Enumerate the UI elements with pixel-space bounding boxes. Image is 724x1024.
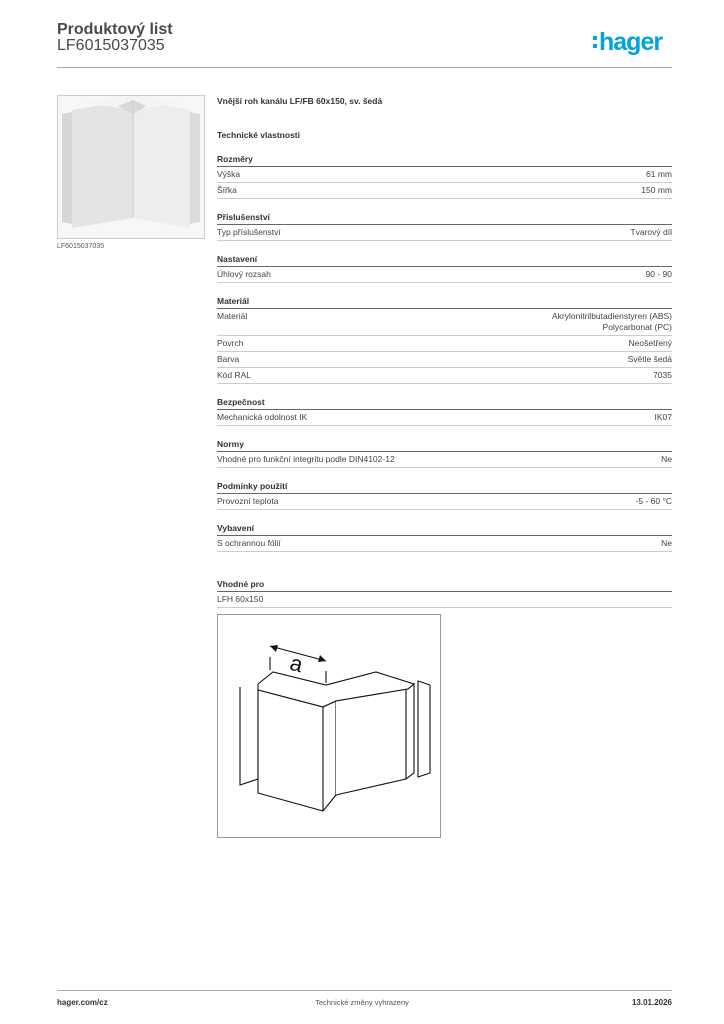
spec-value-line: Ne — [661, 454, 672, 464]
spec-value — [646, 169, 672, 180]
section-title: Vybavení — [217, 523, 672, 536]
product-thumbnail — [57, 95, 205, 239]
dimension-label: a — [287, 649, 306, 678]
spec-row — [217, 368, 672, 384]
spec-value — [630, 227, 672, 238]
hager-logo — [593, 29, 662, 55]
spec-section — [217, 481, 672, 510]
spec-row — [217, 309, 672, 336]
section-title: Materiál — [217, 296, 672, 309]
spec-value-line: Tvarový díl — [630, 227, 672, 237]
spec-value — [629, 338, 672, 349]
spec-value-line: Akrylonitrilbutadienstyren (ABS) — [552, 311, 672, 321]
spec-label: Mechanická odolnost IK — [217, 412, 308, 422]
section-title: Příslušenství — [217, 212, 672, 225]
spec-value-line: 90 - 90 — [645, 269, 672, 279]
spec-value — [655, 412, 673, 423]
product-name: Vnější roh kanálu LF/FB 60x150, sv. šedá — [217, 96, 383, 106]
logo-wordmark: hager — [599, 28, 663, 56]
suitable-section — [217, 579, 672, 608]
section-title: Podmínky použití — [217, 481, 672, 494]
spec-row — [217, 410, 672, 426]
spec-label: Materiál — [217, 311, 248, 321]
footer-website: hager.com/cz — [57, 998, 108, 1007]
spec-row — [217, 536, 672, 552]
product-code: LF6015037035 — [57, 37, 165, 54]
spec-row — [217, 336, 672, 352]
spec-section — [217, 397, 672, 426]
spec-section — [217, 523, 672, 552]
spec-value-line: Ne — [661, 538, 672, 548]
spec-row — [217, 183, 672, 199]
technical-drawing — [217, 614, 441, 838]
spec-section — [217, 296, 672, 384]
spec-section — [217, 579, 672, 608]
spec-value-line: -5 - 60 °C — [635, 496, 672, 506]
spec-value — [661, 454, 672, 465]
thumbnail-caption: LF6015037035 — [57, 243, 105, 250]
spec-sections — [217, 154, 672, 552]
spec-label: Kód RAL — [217, 370, 252, 380]
spec-label: Provozní teplota — [217, 496, 279, 506]
spec-section — [217, 439, 672, 468]
spec-row — [217, 352, 672, 368]
section-title: Vhodné pro — [217, 579, 672, 592]
spec-value-line: IK07 — [654, 412, 672, 422]
spec-label: Barva — [217, 354, 240, 364]
tech-heading: Technické vlastnosti — [217, 130, 300, 140]
spec-value — [661, 538, 672, 549]
spec-row — [217, 452, 672, 468]
section-title: Rozměry — [217, 154, 672, 167]
spec-value — [552, 311, 672, 333]
spec-row — [217, 225, 672, 241]
section-title: Nastavení — [217, 254, 672, 267]
footer-date: 13.01.2026 — [631, 998, 672, 1007]
spec-row — [217, 592, 672, 608]
spec-value-line: 61 mm — [646, 169, 672, 179]
spec-row — [217, 494, 672, 510]
spec-label: Vhodné pro funkční integritu podle DIN4102-12 — [217, 454, 395, 464]
logo-colon-icon — [593, 36, 597, 48]
spec-section — [217, 154, 672, 199]
section-title: Normy — [217, 439, 672, 452]
spec-label: LFH 60x150 — [217, 594, 264, 604]
spec-row — [217, 167, 672, 183]
spec-row — [217, 267, 672, 283]
spec-section — [217, 254, 672, 283]
spec-section — [217, 212, 672, 241]
spec-label: S ochrannou fólií — [217, 538, 281, 548]
spec-value-line: Neošetřený — [628, 338, 672, 348]
footer-divider — [57, 990, 672, 991]
section-title: Bezpečnost — [217, 397, 672, 410]
spec-value — [628, 354, 672, 365]
spec-content — [217, 96, 672, 634]
spec-value — [653, 370, 672, 381]
spec-value — [646, 269, 672, 280]
spec-value-line: Světle šedá — [627, 354, 672, 364]
spec-value — [636, 496, 672, 507]
spec-label: Povrch — [217, 338, 244, 348]
spec-value-line: Polycarbonat (PC) — [602, 322, 672, 332]
spec-value-line: 7035 — [653, 370, 672, 380]
page-title: Produktový list — [57, 21, 173, 38]
spec-value-line: 150 mm — [641, 185, 672, 195]
header-divider — [57, 67, 672, 68]
spec-label: Výška — [217, 169, 241, 179]
spec-label: Typ příslušenství — [217, 227, 281, 237]
spec-label: Úhlový rozsah — [217, 269, 271, 279]
spec-value — [641, 185, 672, 196]
spec-label: Šířka — [217, 185, 237, 195]
footer-disclaimer: Technické změny vyhrazeny — [315, 998, 409, 1007]
